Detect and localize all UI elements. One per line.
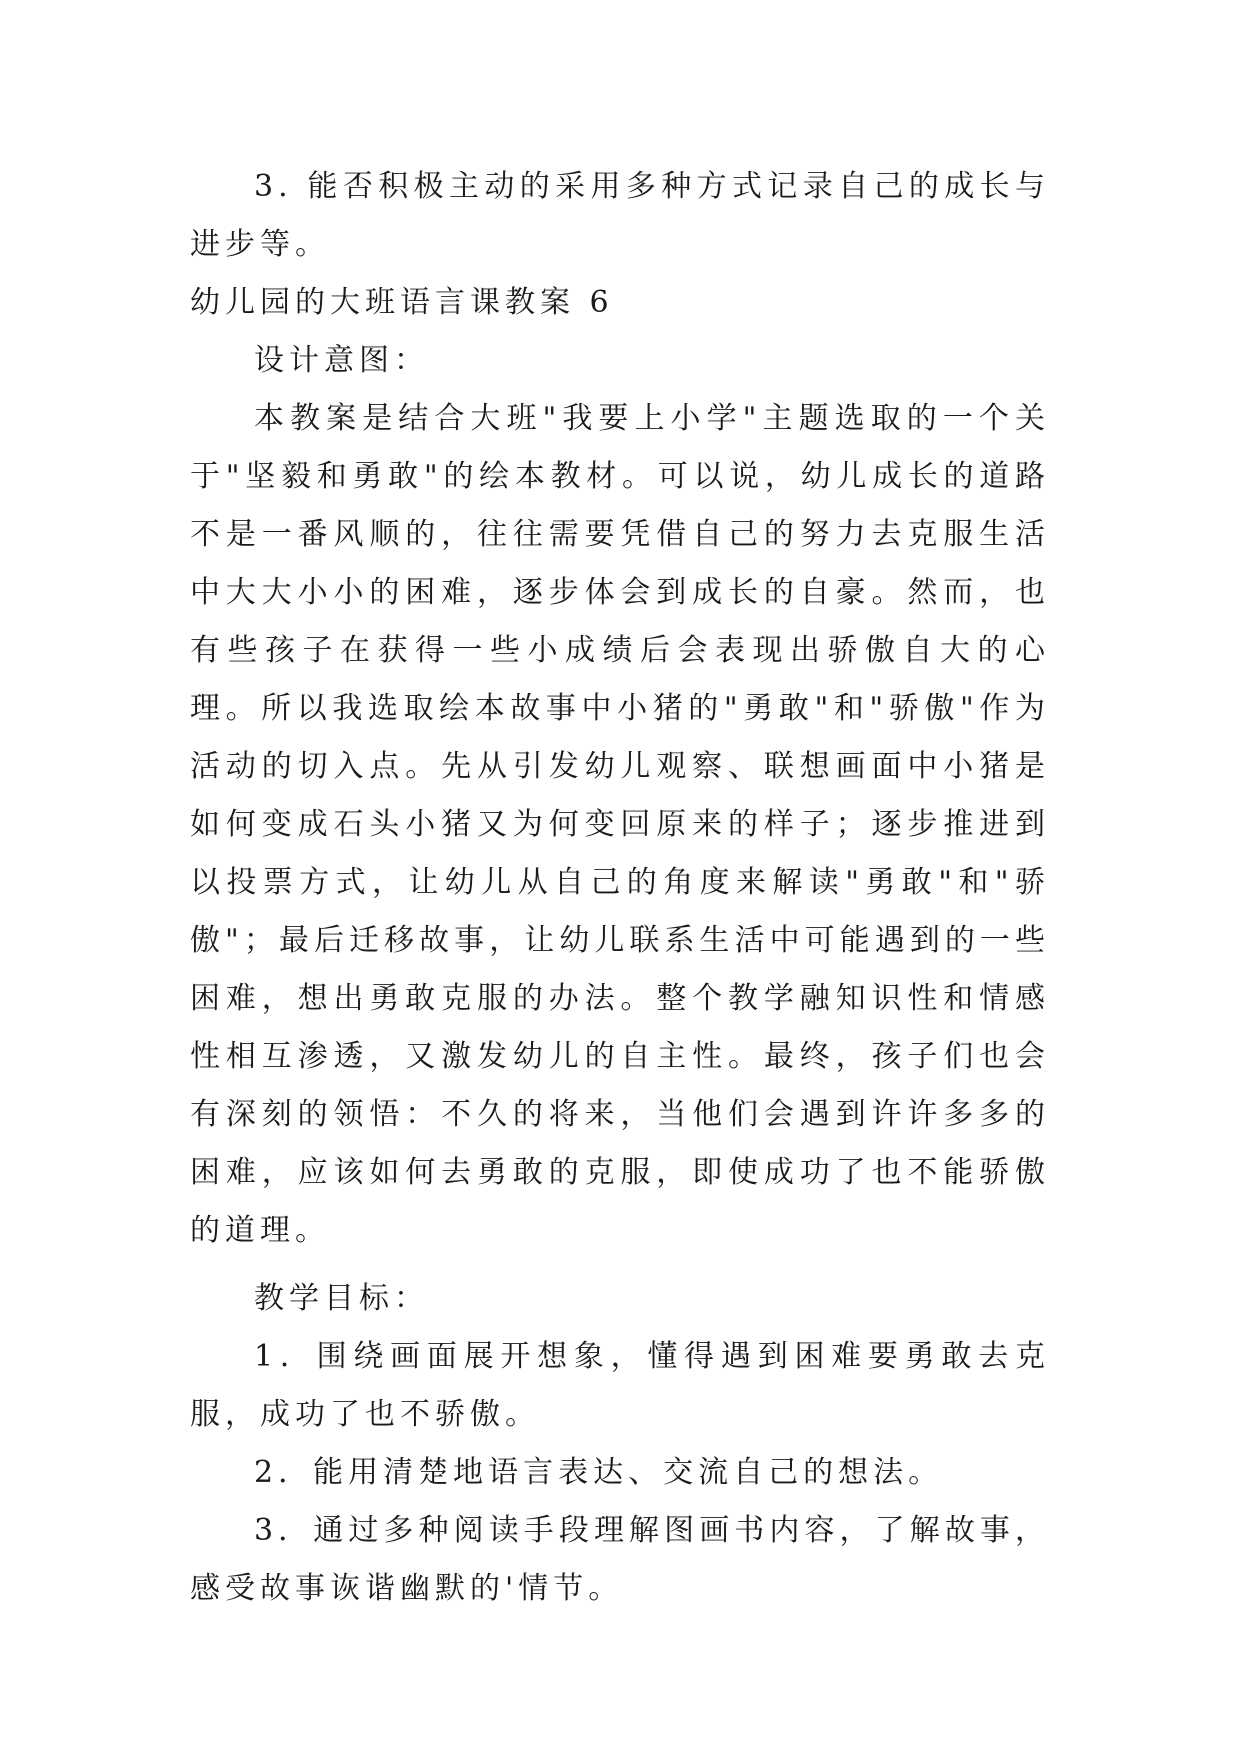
design-intent-body: 本教案是结合大班"我要上小学"主题选取的一个关于"坚毅和勇敢"的绘本教材。可以说，幼儿成长的道路不是一番风顺的，往往需要凭借自己的努力去克服生活中大大小小的困难，逐步体会到成长的自豪。然而，也有些孩子在获得一些小成绩后会表现出骄傲自大的心理。所以我选取绘本故事中小猪的"勇敢"和"骄傲"作为活动的切入点。先从引发幼儿观察、联想画面中小猪是如何变成石头小猪又为何变回原来的样子；逐步推进到以投票方式，让幼儿从自己的角度来解读"勇敢"和"骄傲"；最后迁移故事，让幼儿联系生活中可能遇到的一些困难，想出勇敢克服的办法。整个教学融知识性和情感性相互渗透，又激发幼儿的自主性。最终，孩子们也会有深刻的领悟：不久的将来，当他们会遇到许许多多的困难，应该如何去勇敢的克服，即使成功了也不能骄傲的道理。 bbox=[190, 401, 1050, 1248]
teaching-goals-label: 教学目标： bbox=[254, 1281, 429, 1316]
teaching-goal-2: 2．能用清楚地语言表达、交流自己的想法。 bbox=[254, 1455, 944, 1490]
evaluation-item-3: 3. 能否积极主动的采用多种方式记录自己的成长与进步等。 bbox=[190, 169, 1050, 262]
teaching-goal-3: 3．通过多种阅读手段理解图画书内容，了解故事，感受故事诙谐幽默的'情节。 bbox=[190, 1513, 1050, 1606]
design-intent-label: 设计意图： bbox=[254, 343, 429, 378]
section-title: 幼儿园的大班语言课教案 6 bbox=[190, 285, 614, 320]
teaching-goal-1: 1．围绕画面展开想象，懂得遇到困难要勇敢去克服，成功了也不骄傲。 bbox=[190, 1339, 1050, 1432]
document-page bbox=[190, 158, 1050, 1618]
